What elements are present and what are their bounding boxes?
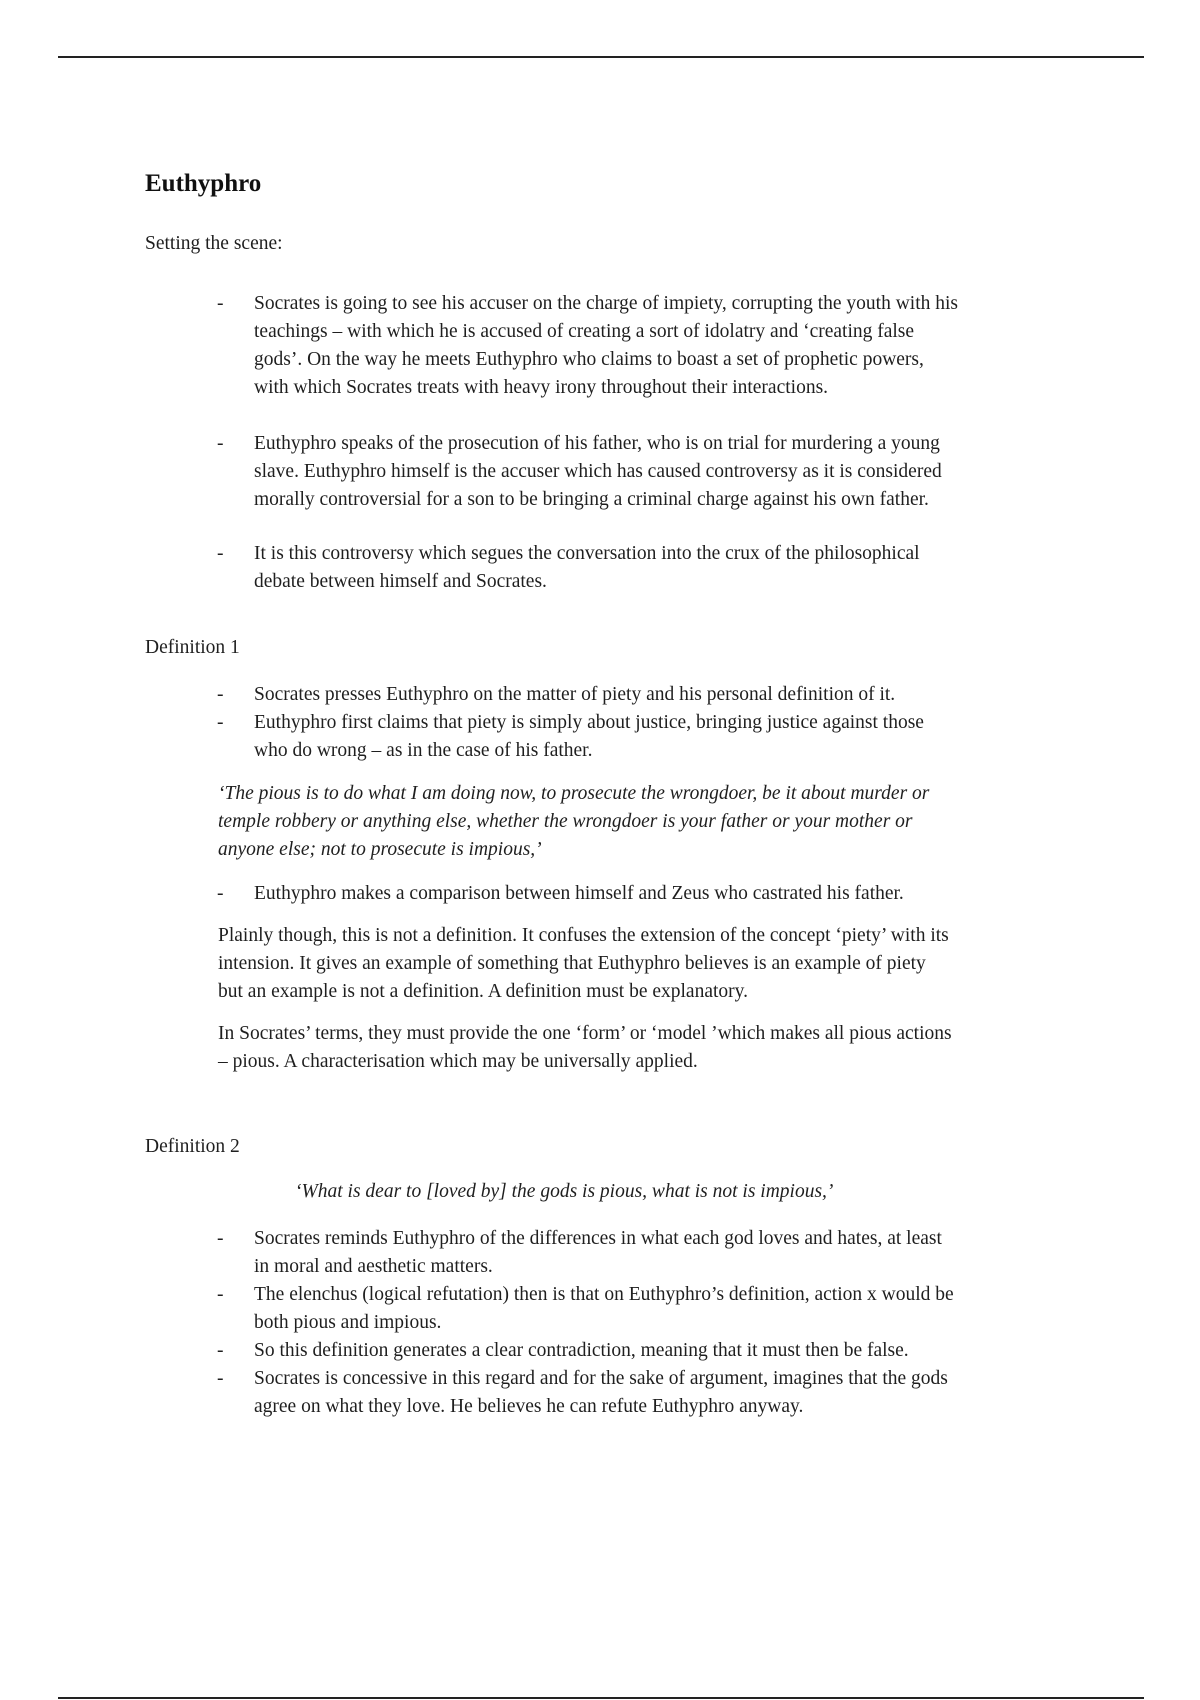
bullet-marker: - xyxy=(217,712,224,733)
document-title: Euthyphro xyxy=(145,170,262,197)
list-item xyxy=(145,681,1075,709)
definition-1-paragraph-1 xyxy=(218,922,1078,1006)
list-item-line: Euthyphro makes a comparison between himself and Zeus who castrated his father. xyxy=(254,883,904,904)
list-item-line: in moral and aesthetic matters. xyxy=(254,1256,493,1277)
definition-2-bullet-list xyxy=(145,1225,1075,1421)
bullet-marker: - xyxy=(217,883,224,904)
list-item xyxy=(145,1281,1075,1337)
bottom-rule xyxy=(58,1697,1144,1699)
quote-line: temple robbery or anything else, whether the wrongdoer is your father or your mother or xyxy=(218,811,913,832)
list-item-line: gods’. On the way he meets Euthyphro who claims to boast a set of prophetic powers, xyxy=(254,349,924,370)
list-item-line: slave. Euthyphro himself is the accuser which has caused controversy as it is considered xyxy=(254,461,942,482)
list-item-line: The elenchus (logical refutation) then is that on Euthyphro’s definition, action x would be xyxy=(254,1284,954,1305)
list-item-line: with which Socrates treats with heavy irony throughout their interactions. xyxy=(254,377,829,398)
paragraph-line: In Socrates’ terms, they must provide the one ‘form’ or ‘model ’which makes all pious actions xyxy=(218,1023,952,1044)
list-item-line: who do wrong – as in the case of his father. xyxy=(254,740,593,761)
paragraph-line: – pious. A characterisation which may be universally applied. xyxy=(218,1051,698,1072)
section-heading-setting-the-scene: Setting the scene: xyxy=(145,233,283,254)
list-item-line: debate between himself and Socrates. xyxy=(254,571,547,592)
bullet-marker: - xyxy=(217,543,224,564)
bullet-marker: - xyxy=(217,293,224,314)
list-item-line: It is this controversy which segues the conversation into the crux of the philosophical xyxy=(254,543,920,564)
definition-1-paragraph-2 xyxy=(218,1020,1078,1076)
definition-2-quote: ‘What is dear to [loved by] the gods is pious, what is not is impious,’ xyxy=(295,1181,834,1202)
definition-1-bullet-list xyxy=(145,681,1075,765)
section-heading-definition-2: Definition 2 xyxy=(145,1136,240,1157)
definition-1-quote xyxy=(218,780,1078,864)
bullet-marker: - xyxy=(217,1340,224,1361)
list-item xyxy=(145,540,1075,596)
list-item-line: Socrates reminds Euthyphro of the differences in what each god loves and hates, at least xyxy=(254,1228,942,1249)
list-item xyxy=(145,1225,1075,1281)
list-item xyxy=(145,709,1075,765)
bullet-marker: - xyxy=(217,684,224,705)
list-item xyxy=(145,290,1075,402)
list-item xyxy=(145,880,1075,908)
list-item xyxy=(145,1337,1075,1365)
paragraph-line: intension. It gives an example of something that Euthyphro believes is an example of piety xyxy=(218,953,926,974)
section-heading-definition-1: Definition 1 xyxy=(145,637,240,658)
list-item xyxy=(145,1365,1075,1421)
list-item-line: agree on what they love. He believes he can refute Euthyphro anyway. xyxy=(254,1396,804,1417)
list-item-line: Socrates is going to see his accuser on the charge of impiety, corrupting the youth with his xyxy=(254,293,959,314)
definition-1-zeus-bullet xyxy=(145,880,1075,908)
list-item-line: Socrates presses Euthyphro on the matter of piety and his personal definition of it. xyxy=(254,684,896,705)
list-item xyxy=(145,430,1075,514)
list-item-line: Euthyphro speaks of the prosecution of his father, who is on trial for murdering a young xyxy=(254,433,940,454)
top-rule xyxy=(58,56,1144,58)
bullet-marker: - xyxy=(217,1228,224,1249)
setting-bullet-list xyxy=(145,290,1075,596)
list-item-line: Euthyphro first claims that piety is simply about justice, bringing justice against those xyxy=(254,712,924,733)
paragraph-line: but an example is not a definition. A definition must be explanatory. xyxy=(218,981,749,1002)
list-item-line: both pious and impious. xyxy=(254,1312,442,1333)
bullet-marker: - xyxy=(217,1284,224,1305)
list-item-line: teachings – with which he is accused of creating a sort of idolatry and ‘creating false xyxy=(254,321,915,342)
paragraph-line: Plainly though, this is not a definition. It confuses the extension of the concept ‘piety’ with its xyxy=(218,925,949,946)
bullet-marker: - xyxy=(217,1368,224,1389)
list-item-line: So this definition generates a clear contradiction, meaning that it must then be false. xyxy=(254,1340,909,1361)
list-item-line: morally controversial for a son to be bringing a criminal charge against his own father. xyxy=(254,489,929,510)
list-item-line: Socrates is concessive in this regard and for the sake of argument, imagines that the gods xyxy=(254,1368,948,1389)
quote-line: anyone else; not to prosecute is impious,’ xyxy=(218,839,542,860)
bullet-marker: - xyxy=(217,433,224,454)
quote-line: ‘The pious is to do what I am doing now, to prosecute the wrongdoer, be it about murder or xyxy=(218,783,930,804)
